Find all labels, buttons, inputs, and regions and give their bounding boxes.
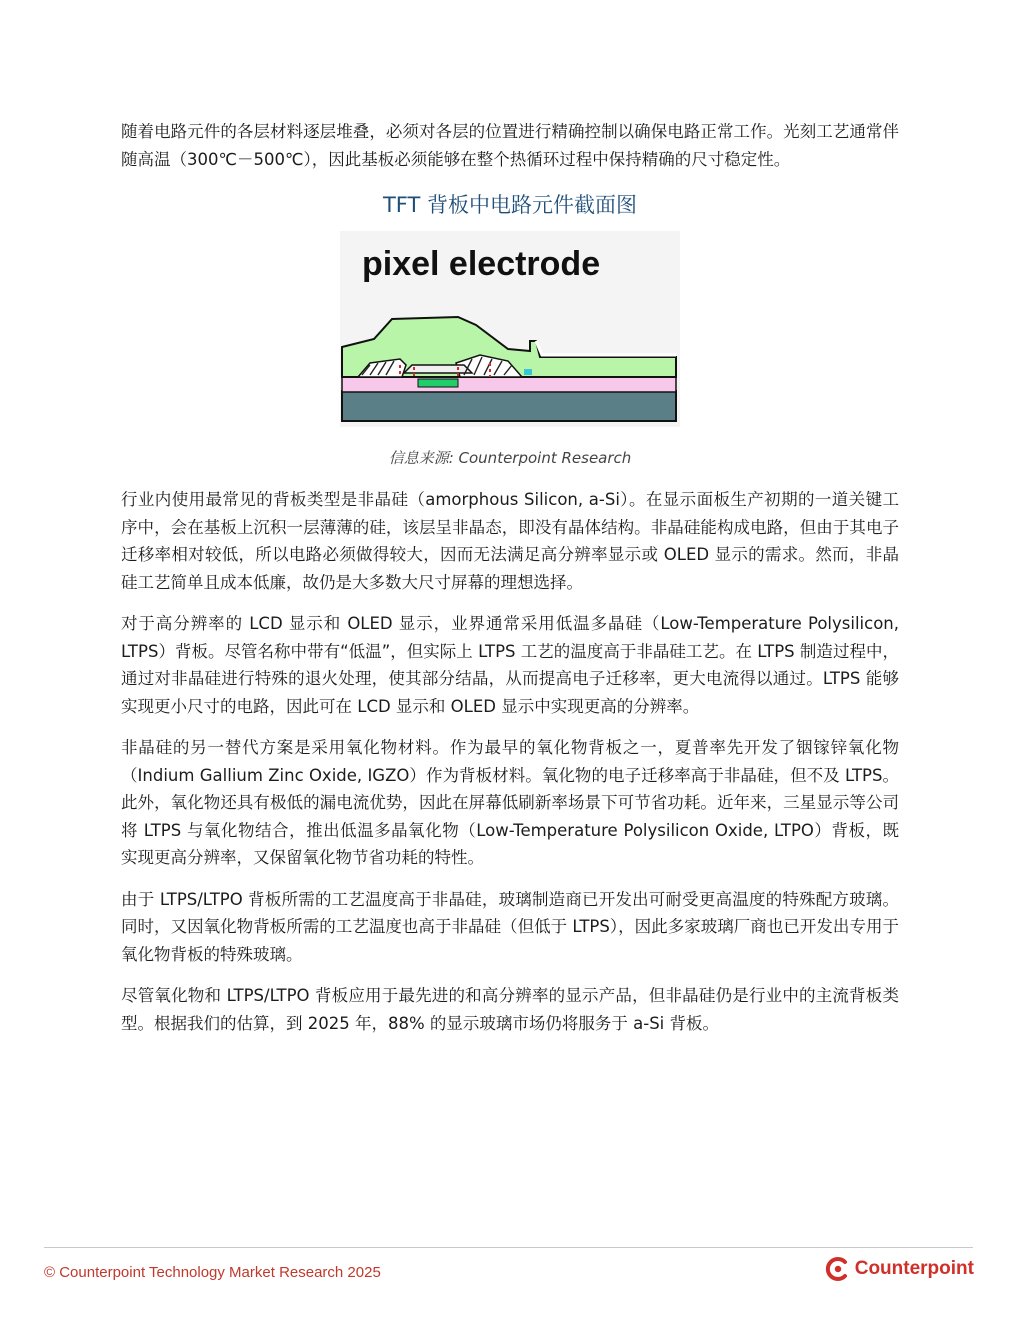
- paragraph-oxide: 非晶硅的另一替代方案是采用氧化物材料。作为最早的氧化物背板之一，夏普率先开发了铟镓锌氧化物（Indium Gallium Zinc Oxide, IGZO）作为背板材料。氧化物的电子迁移率高于非晶硅，但不及 LTPS。此外，氧化物还具有极低的漏电流优势，因此在屏幕低刷新率场景下可节省功耗。近年来，三星显示等公司将 LTPS 与氧化物结合，推出低温多晶氧化物（Low-Temperature Polysilicon Oxide, LTPO）背板，既实现更高分辨率，又保留氧化物节省功耗的特性。: [121, 738, 899, 867]
- tft-cross-section-figure: [340, 231, 680, 427]
- paragraph-asi: 行业内使用最常见的背板类型是非晶硅（amorphous Silicon, a-Si）。在显示面板生产初期的一道关键工序中，会在基板上沉积一层薄薄的硅，该层呈非晶态，即没有晶体结构。非晶硅能构成电路，但由于其电子迁移率相对较低，所以电路必须做得较大，因而无法满足高分辨率显示或 OLED 显示的需求。然而，非晶硅工艺简单且成本低廉，故仍是大多数大尺寸屏幕的理想选择。: [121, 490, 899, 592]
- intro-paragraph: 随着电路元件的各层材料逐层堆叠，必须对各层的位置进行精确控制以确保电路正常工作。光刻工艺通常伴随高温（300℃－500℃），因此基板必须能够在整个热循环过程中保持精确的尺寸稳定性。: [121, 122, 899, 169]
- counterpoint-logo[interactable]: [825, 1256, 974, 1282]
- document-body: [121, 118, 899, 1051]
- tft-cross-section-image: [340, 231, 680, 427]
- logo-wordmark: Counterpoint: [854, 1258, 974, 1279]
- footer-copyright: © Counterpoint Technology Market Research 2025: [44, 1264, 381, 1281]
- counterpoint-logo-icon: [825, 1256, 851, 1282]
- figure-title: TFT 背板中电路元件截面图: [382, 193, 638, 217]
- paragraph-market: 尽管氧化物和 LTPS/LTPO 背板应用于最先进的和高分辨率的显示产品，但非晶硅仍是行业中的主流背板类型。根据我们的估算，到 2025 年，88% 的显示玻璃市场仍将服务于 a-Si 背板。: [121, 986, 899, 1033]
- figure-source: 信息来源: Counterpoint Research: [388, 449, 632, 467]
- paragraph-glass: 由于 LTPS/LTPO 背板所需的工艺温度高于非晶硅，玻璃制造商已开发出可耐受更高温度的特殊配方玻璃。同时，又因氧化物背板所需的工艺温度也高于非晶硅（但低于 LTPS），因此多家玻璃厂商也已开发出专用于氧化物背板的特殊玻璃。: [121, 889, 899, 964]
- footer-divider: [44, 1247, 973, 1248]
- paragraph-ltps: 对于高分辨率的 LCD 显示和 OLED 显示，业界通常采用低温多晶硅（Low-Temperature Polysilicon, LTPS）背板。尽管名称中带有“低温”，但实际上 LTPS 工艺的温度高于非晶硅工艺。在 LTPS 制造过程中，通过对非晶硅进行特殊的退火处理，使其部分结晶，从而提高电子迁移率，更大电流得以通过。LTPS 能够实现更小尺寸的电路，因此可在 LCD 显示和 OLED 显示中实现更高的分辨率。: [121, 614, 899, 716]
- pixel-electrode-label: pixel electrode: [362, 245, 601, 283]
